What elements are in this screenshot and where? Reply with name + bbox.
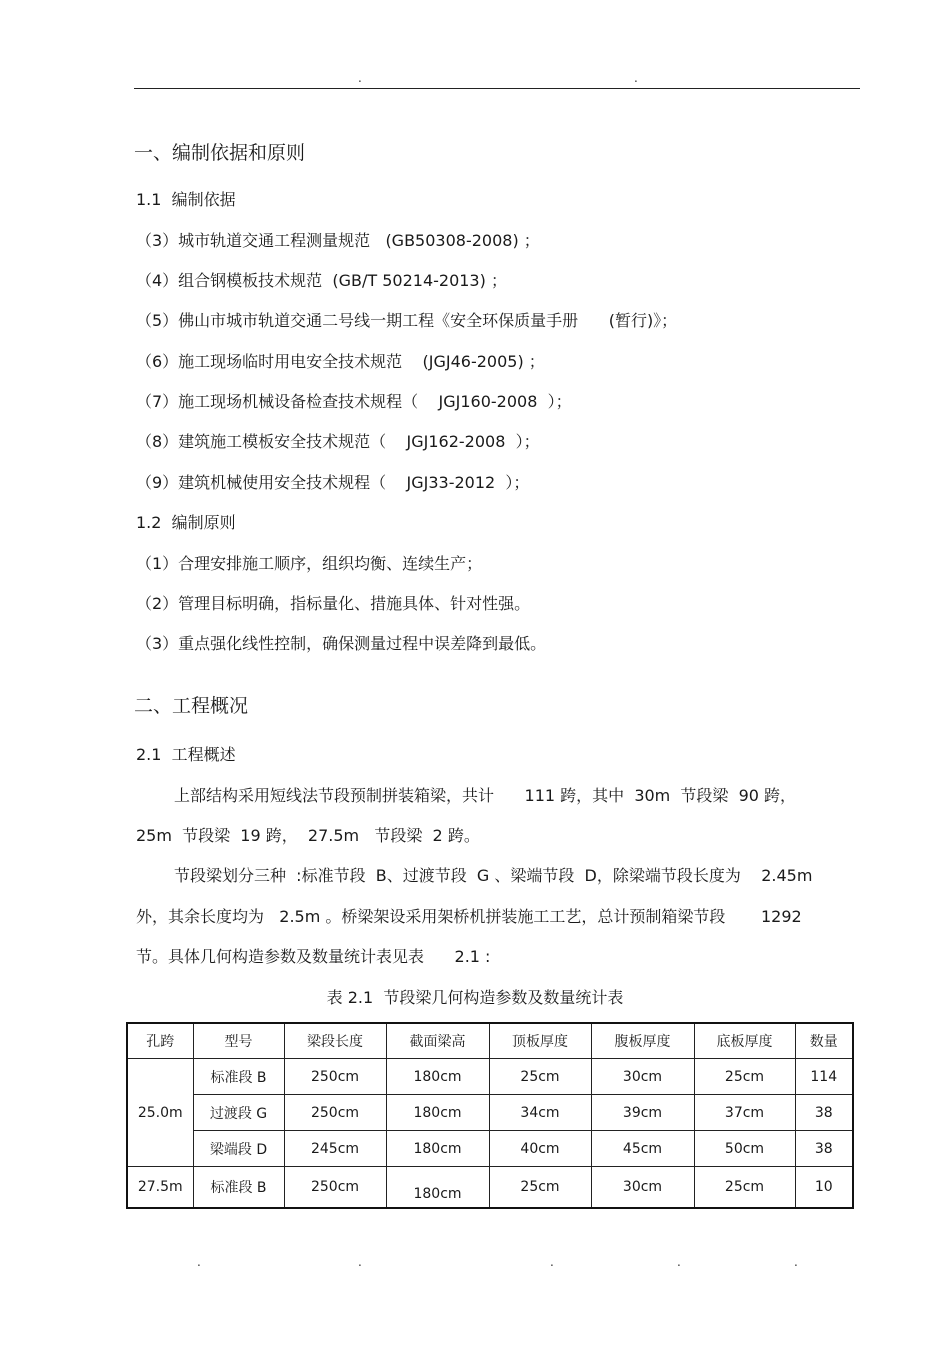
table-row xyxy=(127,1131,853,1167)
paragraph-line: 节段梁划分三种 :标准节段 B、过渡节段 G 、梁端节段 D，除梁端节段长度为 2.45m xyxy=(174,866,813,885)
footer-dot: . xyxy=(358,1255,362,1269)
paragraph-line: 25m 节段梁 19 跨， 27.5m 节段梁 2 跨。 xyxy=(136,826,480,845)
table-header-row xyxy=(127,1023,853,1059)
subsection-2-1-title: 2.1 工程概述 xyxy=(136,745,236,764)
table-cell: 梁端段 D xyxy=(193,1131,284,1167)
section-1-title: 一、编制依据和原则 xyxy=(134,142,306,164)
table-cell: 180cm xyxy=(386,1131,489,1167)
table-cell: 标准段 B xyxy=(193,1059,284,1095)
principle-item: （2）管理目标明确，指标量化、措施具体、针对性强。 xyxy=(136,594,531,613)
basis-item: （9）建筑机械使用安全技术规程（ JGJ33-2012 ）； xyxy=(136,473,530,492)
table-cell: 45cm xyxy=(591,1131,694,1167)
table-cell: 38 xyxy=(795,1131,853,1167)
basis-item: （8）建筑施工模板安全技术规范（ JGJ162-2008 ）； xyxy=(136,432,540,451)
table-caption: 表 2.1 节段梁几何构造参数及数量统计表 xyxy=(326,988,624,1007)
subsection-1-1-title: 1.1 编制依据 xyxy=(136,190,236,209)
table-cell: 180cm xyxy=(386,1167,489,1209)
table-row xyxy=(127,1167,853,1209)
basis-item: （3）城市轨道交通工程测量规范 (GB50308-2008) ； xyxy=(136,231,540,250)
table-cell: 245cm xyxy=(284,1131,386,1167)
table-cell: 250cm xyxy=(284,1095,386,1131)
column-header: 梁段长度 xyxy=(284,1023,386,1059)
footer-dot: . xyxy=(677,1255,681,1269)
table-cell: 10 xyxy=(795,1167,853,1209)
table-cell: 34cm xyxy=(489,1095,591,1131)
table-cell: 过渡段 G xyxy=(193,1095,284,1131)
table-cell: 25cm xyxy=(694,1059,795,1095)
paragraph-line: 上部结构采用短线法节段预制拼装箱梁，共计 111 跨，其中 30m 节段梁 90 跨， xyxy=(174,786,797,805)
geometry-stats-table xyxy=(126,1022,854,1209)
table-cell: 38 xyxy=(795,1095,853,1131)
footer-dot: . xyxy=(794,1255,798,1269)
table-cell: 39cm xyxy=(591,1095,694,1131)
column-header: 数量 xyxy=(795,1023,853,1059)
table-cell: 50cm xyxy=(694,1131,795,1167)
column-header: 截面梁高 xyxy=(386,1023,489,1059)
principle-item: （1）合理安排施工顺序，组织均衡、连续生产； xyxy=(136,554,483,573)
basis-item: （5）佛山市城市轨道交通二号线一期工程《安全环保质量手册 (暂行)》； xyxy=(136,311,678,330)
table-row xyxy=(127,1059,853,1095)
table-cell: 25cm xyxy=(489,1167,591,1209)
table-cell: 180cm xyxy=(386,1095,489,1131)
footer-dot: . xyxy=(550,1255,554,1269)
column-header: 底板厚度 xyxy=(694,1023,795,1059)
table-cell: 250cm xyxy=(284,1059,386,1095)
section-2-title: 二、工程概况 xyxy=(134,695,249,717)
header-dot: . xyxy=(358,71,362,85)
table-cell: 25cm xyxy=(489,1059,591,1095)
column-header: 腹板厚度 xyxy=(591,1023,694,1059)
table-cell: 25cm xyxy=(694,1167,795,1209)
paragraph-line: 外，其余长度均为 2.5m 。桥梁架设采用架桥机拼装施工工艺，总计预制箱梁节段 1292 xyxy=(136,907,802,926)
column-header: 孔跨 xyxy=(127,1023,193,1059)
table-cell: 114 xyxy=(795,1059,853,1095)
table-cell: 标准段 B xyxy=(193,1167,284,1209)
basis-item: （7）施工现场机械设备检查技术规程（ JGJ160-2008 ）； xyxy=(136,392,572,411)
table-cell: 30cm xyxy=(591,1167,694,1209)
table-cell: 40cm xyxy=(489,1131,591,1167)
column-header: 型号 xyxy=(193,1023,284,1059)
column-header: 顶板厚度 xyxy=(489,1023,591,1059)
table-cell: 250cm xyxy=(284,1167,386,1209)
subsection-1-2-title: 1.2 编制原则 xyxy=(136,513,236,532)
footer-dot: . xyxy=(197,1255,201,1269)
basis-item: （4）组合钢模板技术规范 (GB/T 50214-2013) ； xyxy=(136,271,507,290)
header-dot: . xyxy=(634,71,638,85)
span-cell: 27.5m xyxy=(127,1167,193,1209)
table-cell: 180cm xyxy=(386,1059,489,1095)
basis-item: （6）施工现场临时用电安全技术规范 (JGJ46-2005) ； xyxy=(136,352,545,371)
header-rule xyxy=(134,88,860,89)
paragraph-line: 节。具体几何构造参数及数量统计表见表 2.1 : xyxy=(136,947,491,966)
table-cell: 30cm xyxy=(591,1059,694,1095)
principle-item: （3）重点强化线性控制，确保测量过程中误差降到最低。 xyxy=(136,634,547,653)
table-row xyxy=(127,1095,853,1131)
table-cell: 37cm xyxy=(694,1095,795,1131)
span-cell: 25.0m xyxy=(127,1059,193,1167)
